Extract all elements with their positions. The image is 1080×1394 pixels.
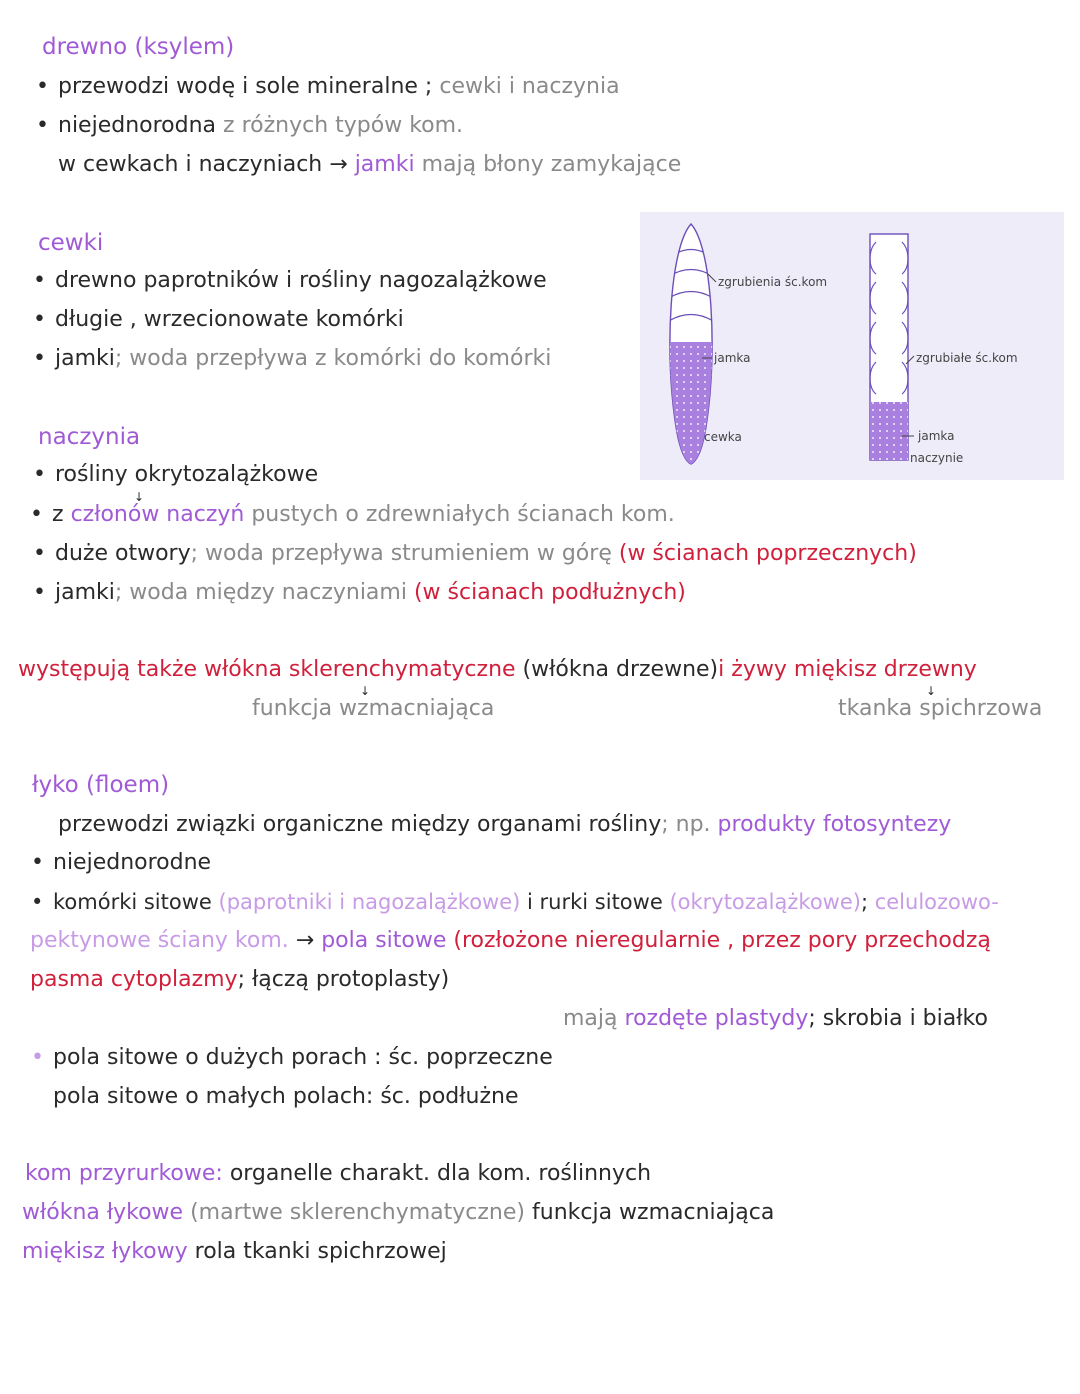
down-arrow-icon: ↓ bbox=[134, 490, 145, 504]
also-wood-fibers: (włókna drzewne) bbox=[522, 657, 719, 682]
phloem-l1-eg: ; np. bbox=[661, 812, 711, 837]
vessels-bullet-2 bbox=[52, 500, 675, 530]
phloem-b2-ferns: (paprotniki i nagozalążkowe) bbox=[218, 890, 521, 914]
phloem-b2-cellulose: celulozowo- bbox=[874, 890, 999, 914]
companion-cells: kom przyrurkowe: bbox=[25, 1161, 223, 1186]
diagram-svg bbox=[640, 212, 1064, 480]
arrow-icon: → bbox=[329, 152, 348, 177]
also-storage-tissue: tkanka spichrzowa bbox=[838, 696, 1043, 721]
label-thickening-vessel: zgrubiałe śc.kom bbox=[916, 351, 1018, 365]
tracheids-b3-pits: jamki bbox=[55, 346, 115, 371]
vessels-b2-members: członów naczyń bbox=[70, 502, 245, 527]
vessels-b4-text: ; woda między naczyniami bbox=[114, 580, 407, 605]
xylem-b2-detail: z różnych typów kom. bbox=[223, 113, 464, 138]
label-tracheid: cewka bbox=[704, 430, 742, 444]
companion-line-1 bbox=[25, 1159, 651, 1189]
label-vessel: naczynie bbox=[910, 451, 964, 465]
tracheids-title: cewki bbox=[38, 230, 104, 256]
vessels-title: naczynia bbox=[38, 424, 141, 450]
phloem-b2-sep: ; bbox=[860, 890, 869, 914]
phloem-b2-sieve-cells: komórki sitowe bbox=[53, 890, 212, 914]
vessel-shape bbox=[870, 234, 908, 460]
phloem-bullet-1: • niejednorodne bbox=[53, 848, 211, 878]
also-function-strengthening: funkcja wzmacniająca bbox=[252, 696, 495, 721]
vessels-b2-from: z bbox=[52, 502, 64, 527]
down-arrow-icon: ↓ bbox=[926, 684, 937, 698]
phloem-b2-angiosperms: (okrytozalążkowe) bbox=[669, 890, 861, 914]
phloem-l5-starch: ; skrobia i białko bbox=[808, 1006, 988, 1031]
phloem-bullet-3: • pola sitowe o dużych porach : śc. poprzeczne bbox=[53, 1043, 553, 1073]
phloem-line-4 bbox=[30, 965, 449, 995]
tracheids-bullet-1: • drewno paprotników i rośliny nagozalążkowe bbox=[55, 266, 547, 296]
xylem-title: drewno (ksylem) bbox=[42, 34, 235, 60]
phloem-l4-connect: ; łączą protoplasty) bbox=[237, 967, 450, 992]
phloem-line-5 bbox=[563, 1004, 988, 1034]
phloem-parenchyma-role: rola tkanki spichrzowej bbox=[194, 1239, 447, 1264]
phloem-line-6: pola sitowe o małych polach: śc. podłużne bbox=[53, 1084, 519, 1109]
xylem-b1-highlight: cewki i naczynia bbox=[439, 74, 620, 99]
xylem-l3-have: mają bbox=[421, 152, 477, 177]
phloem-l1-products: produkty fotosyntezy bbox=[717, 812, 952, 837]
phloem-line-1 bbox=[58, 810, 951, 840]
phloem-parenchyma: miękisz łykowy bbox=[22, 1239, 188, 1264]
xylem-bullet-1 bbox=[58, 72, 620, 102]
phloem-l4-strands: pasma cytoplazmy bbox=[30, 967, 238, 992]
vessels-b4-walls: (w ścianach podłużnych) bbox=[413, 580, 686, 605]
phloem-bullet-2 bbox=[53, 887, 999, 917]
vessels-bullet-3 bbox=[55, 539, 917, 569]
phloem-l5-have: mają bbox=[563, 1006, 618, 1031]
xylem-b1-sep: ; bbox=[424, 74, 433, 99]
xylem-b2-text: niejednorodna bbox=[58, 113, 217, 138]
xylem-l3-text: w cewkach i naczyniach bbox=[58, 152, 323, 177]
companion-line-2 bbox=[22, 1198, 774, 1228]
also-line-1 bbox=[18, 655, 977, 685]
vessels-b3-openings: duże otwory bbox=[55, 541, 191, 566]
phloem-line-3 bbox=[30, 926, 991, 956]
xylem-l3-pits: jamki bbox=[354, 152, 415, 177]
phloem-l5-plastids: rozdęte plastydy bbox=[624, 1006, 809, 1031]
xylem-line-3 bbox=[58, 150, 681, 180]
phloem-fibers: włókna łykowe bbox=[22, 1200, 184, 1225]
companion-organelles: organelle charakt. dla kom. roślinnych bbox=[229, 1161, 652, 1186]
arrow-icon: → bbox=[295, 928, 315, 953]
phloem-fibers-dead: (martwe sklerenchymatyczne) bbox=[190, 1200, 525, 1225]
tracheid-vessel-diagram bbox=[640, 212, 1064, 480]
phloem-l3-sieve-fields: pola sitowe bbox=[321, 928, 447, 953]
phloem-b2-sieve-tubes: i rurki sitowe bbox=[527, 890, 663, 914]
vessels-b3-text: ; woda przepływa strumieniem w górę bbox=[190, 541, 612, 566]
phloem-title: łyko (floem) bbox=[32, 772, 170, 798]
xylem-b1-text: przewodzi wodę i sole mineralne bbox=[58, 74, 418, 99]
tracheids-b3-text: ; woda przepływa z komórki do komórki bbox=[114, 346, 552, 371]
label-thickening-tracheid: zgrubienia śc.kom bbox=[718, 275, 828, 289]
also-and: i bbox=[718, 657, 725, 682]
vessels-bullet-4 bbox=[55, 578, 686, 608]
tracheids-bullet-2: • długie , wrzecionowate komórki bbox=[55, 305, 404, 335]
phloem-l3-pectin: pektynowe ściany kom. bbox=[30, 928, 289, 953]
vessels-bullet-1: • rośliny okrytozalążkowe bbox=[55, 460, 318, 490]
down-arrow-icon: ↓ bbox=[360, 684, 371, 698]
vessels-b4-pits: jamki bbox=[55, 580, 115, 605]
phloem-l3-distributed: (rozłożone nieregularnie , przez pory przechodzą bbox=[453, 928, 991, 953]
xylem-l3-membranes: błony zamykające bbox=[483, 152, 682, 177]
also-parenchyma: żywy miękisz drzewny bbox=[731, 657, 977, 682]
vessels-b3-walls: (w ścianach poprzecznych) bbox=[618, 541, 917, 566]
tracheids-bullet-3 bbox=[55, 344, 551, 374]
label-pit-tracheid: jamka bbox=[714, 351, 751, 365]
phloem-l1-text: przewodzi związki organiczne między organami rośliny bbox=[58, 812, 662, 837]
companion-line-3 bbox=[22, 1237, 447, 1267]
also-fibers: występują także włókna sklerenchymatyczne bbox=[18, 657, 516, 682]
vessels-b2-text: pustych o zdrewniałych ścianach kom. bbox=[251, 502, 675, 527]
xylem-bullet-2 bbox=[58, 111, 463, 141]
label-pit-vessel: jamka bbox=[918, 429, 955, 443]
phloem-fibers-function: funkcja wzmacniająca bbox=[532, 1200, 775, 1225]
